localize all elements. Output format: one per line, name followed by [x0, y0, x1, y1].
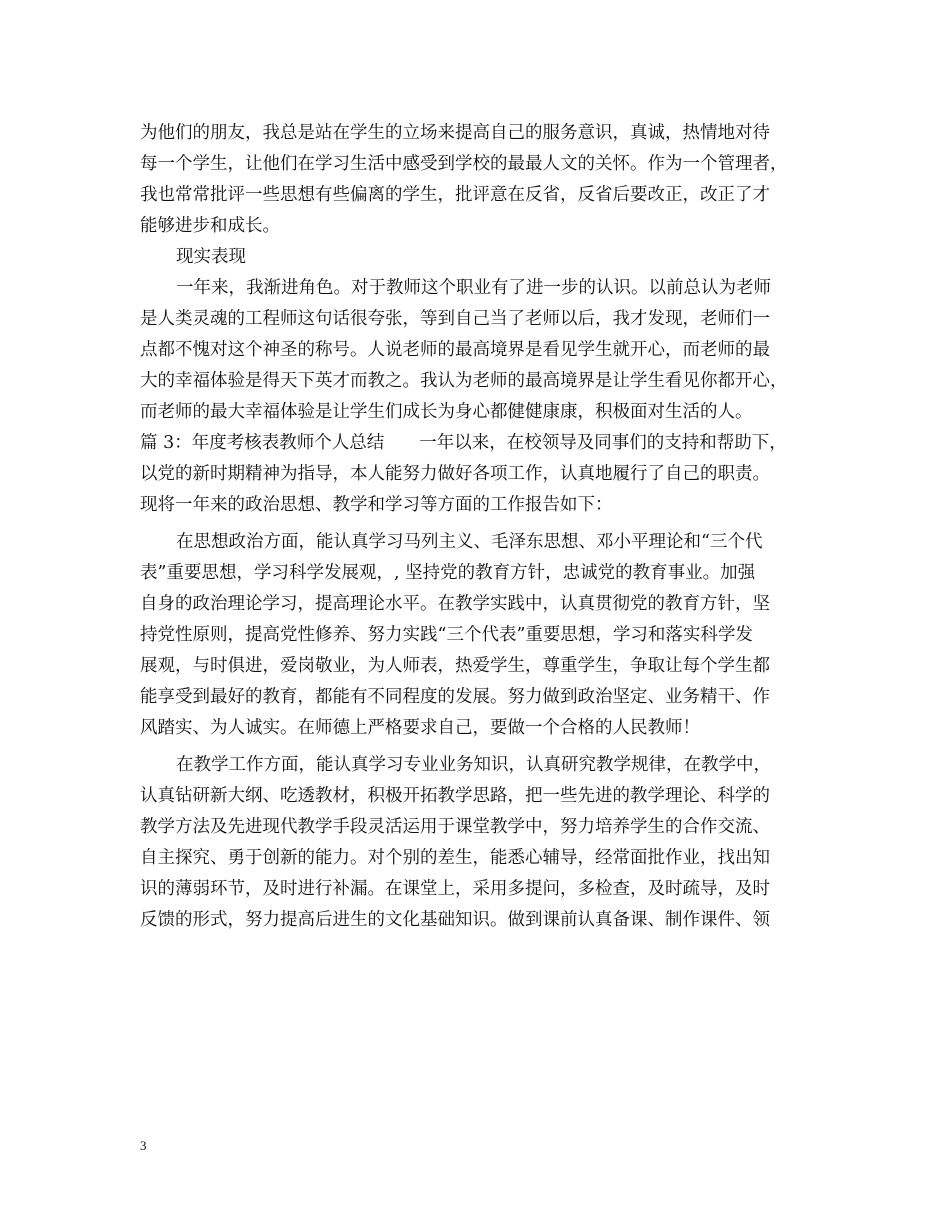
text-line: 教学方法及先进现代教学手段灵活运用于课堂教学中，努力培养学生的合作交流、 [140, 817, 770, 837]
text-line: 在教学工作方面，能认真学习专业业务知识，认真研究教学规律，在教学中， [176, 755, 771, 775]
text-line: 我也常常批评一些思想有些偏离的学生，批评意在反省，反省后要改正，改正了才 [140, 185, 770, 205]
text-line: 能够进步和成长。 [140, 216, 280, 236]
text-line: 自身的政治理论学习，提高理论水平。在教学实践中，认真贯彻党的教育方针，坚 [140, 594, 770, 614]
text-line: 表”重要思想，学习科学发展观，, 坚持党的教育方针，忠诚党的教育事业。加强 [140, 563, 756, 583]
text-line: 大的幸福体验是得天下英才而教之。我认为老师的最高境界是让学生看见你都开心， [140, 371, 788, 391]
article-heading-line: 篇 3：年度考核表教师个人总结 一年以来，在校领导及同事们的支持和帮助下， [140, 433, 787, 453]
text-line: 一年来，我渐进角色。对于教师这个职业有了进一步的认识。以前总认为老师 [176, 278, 771, 298]
page-number: 3 [140, 1138, 147, 1153]
text-line: 现将一年来的政治思想、教学和学习等方面的工作报告如下： [140, 495, 613, 515]
text-line: 认真钻研新大纲、吃透教材，积极开拓教学思路，把一些先进的教学理论、科学的 [140, 786, 770, 806]
text-line: 反馈的形式，努力提高后进生的文化基础知识。做到课前认真备课、制作课件、领 [140, 910, 770, 930]
text-line: 能享受到最好的教育，都能有不同程度的发展。努力做到政治坚定、业务精干、作 [140, 687, 770, 707]
text-line: 展观，与时俱进，爱岗敬业，为人师表，热爱学生，尊重学生，争取让每个学生都 [140, 656, 770, 676]
text-line: 而老师的最大幸福体验是让学生们成长为身心都健健康康，积极面对生活的人。 [140, 402, 753, 422]
text-line: 持党性原则，提高党性修养、努力实践“三个代表”重要思想，学习和落实科学发 [140, 625, 753, 645]
text-line: 识的薄弱环节，及时进行补漏。在课堂上，采用多提问，多检查，及时疏导，及时 [140, 879, 770, 899]
section-heading: 现实表现 [176, 247, 246, 267]
text-line: 为他们的朋友，我总是站在学生的立场来提高自己的服务意识，真诚，热情地对待 [140, 123, 770, 143]
text-line: 风踏实、为人诚实。在师德上严格要求自己，要做一个合格的人民教师！ [140, 718, 700, 738]
body-text [140, 118, 820, 936]
text-line: 在思想政治方面，能认真学习马列主义、毛泽东思想、邓小平理论和“三个代 [176, 532, 763, 552]
text-line: 点都不愧对这个神圣的称号。人说老师的最高境界是看见学生就开心，而老师的最 [140, 340, 770, 360]
text-line: 以党的新时期精神为指导，本人能努力做好各项工作，认真地履行了自己的职责。 [140, 464, 770, 484]
text-line: 每一个学生，让他们在学习生活中感受到学校的最最人文的关怀。作为一个管理者， [140, 154, 788, 174]
text-line: 是人类灵魂的工程师这句话很夸张，等到自己当了老师以后，我才发现，老师们一 [140, 309, 770, 329]
text-line: 自主探究、勇于创新的能力。对个别的差生，能悉心辅导，经常面批作业，找出知 [140, 848, 770, 868]
